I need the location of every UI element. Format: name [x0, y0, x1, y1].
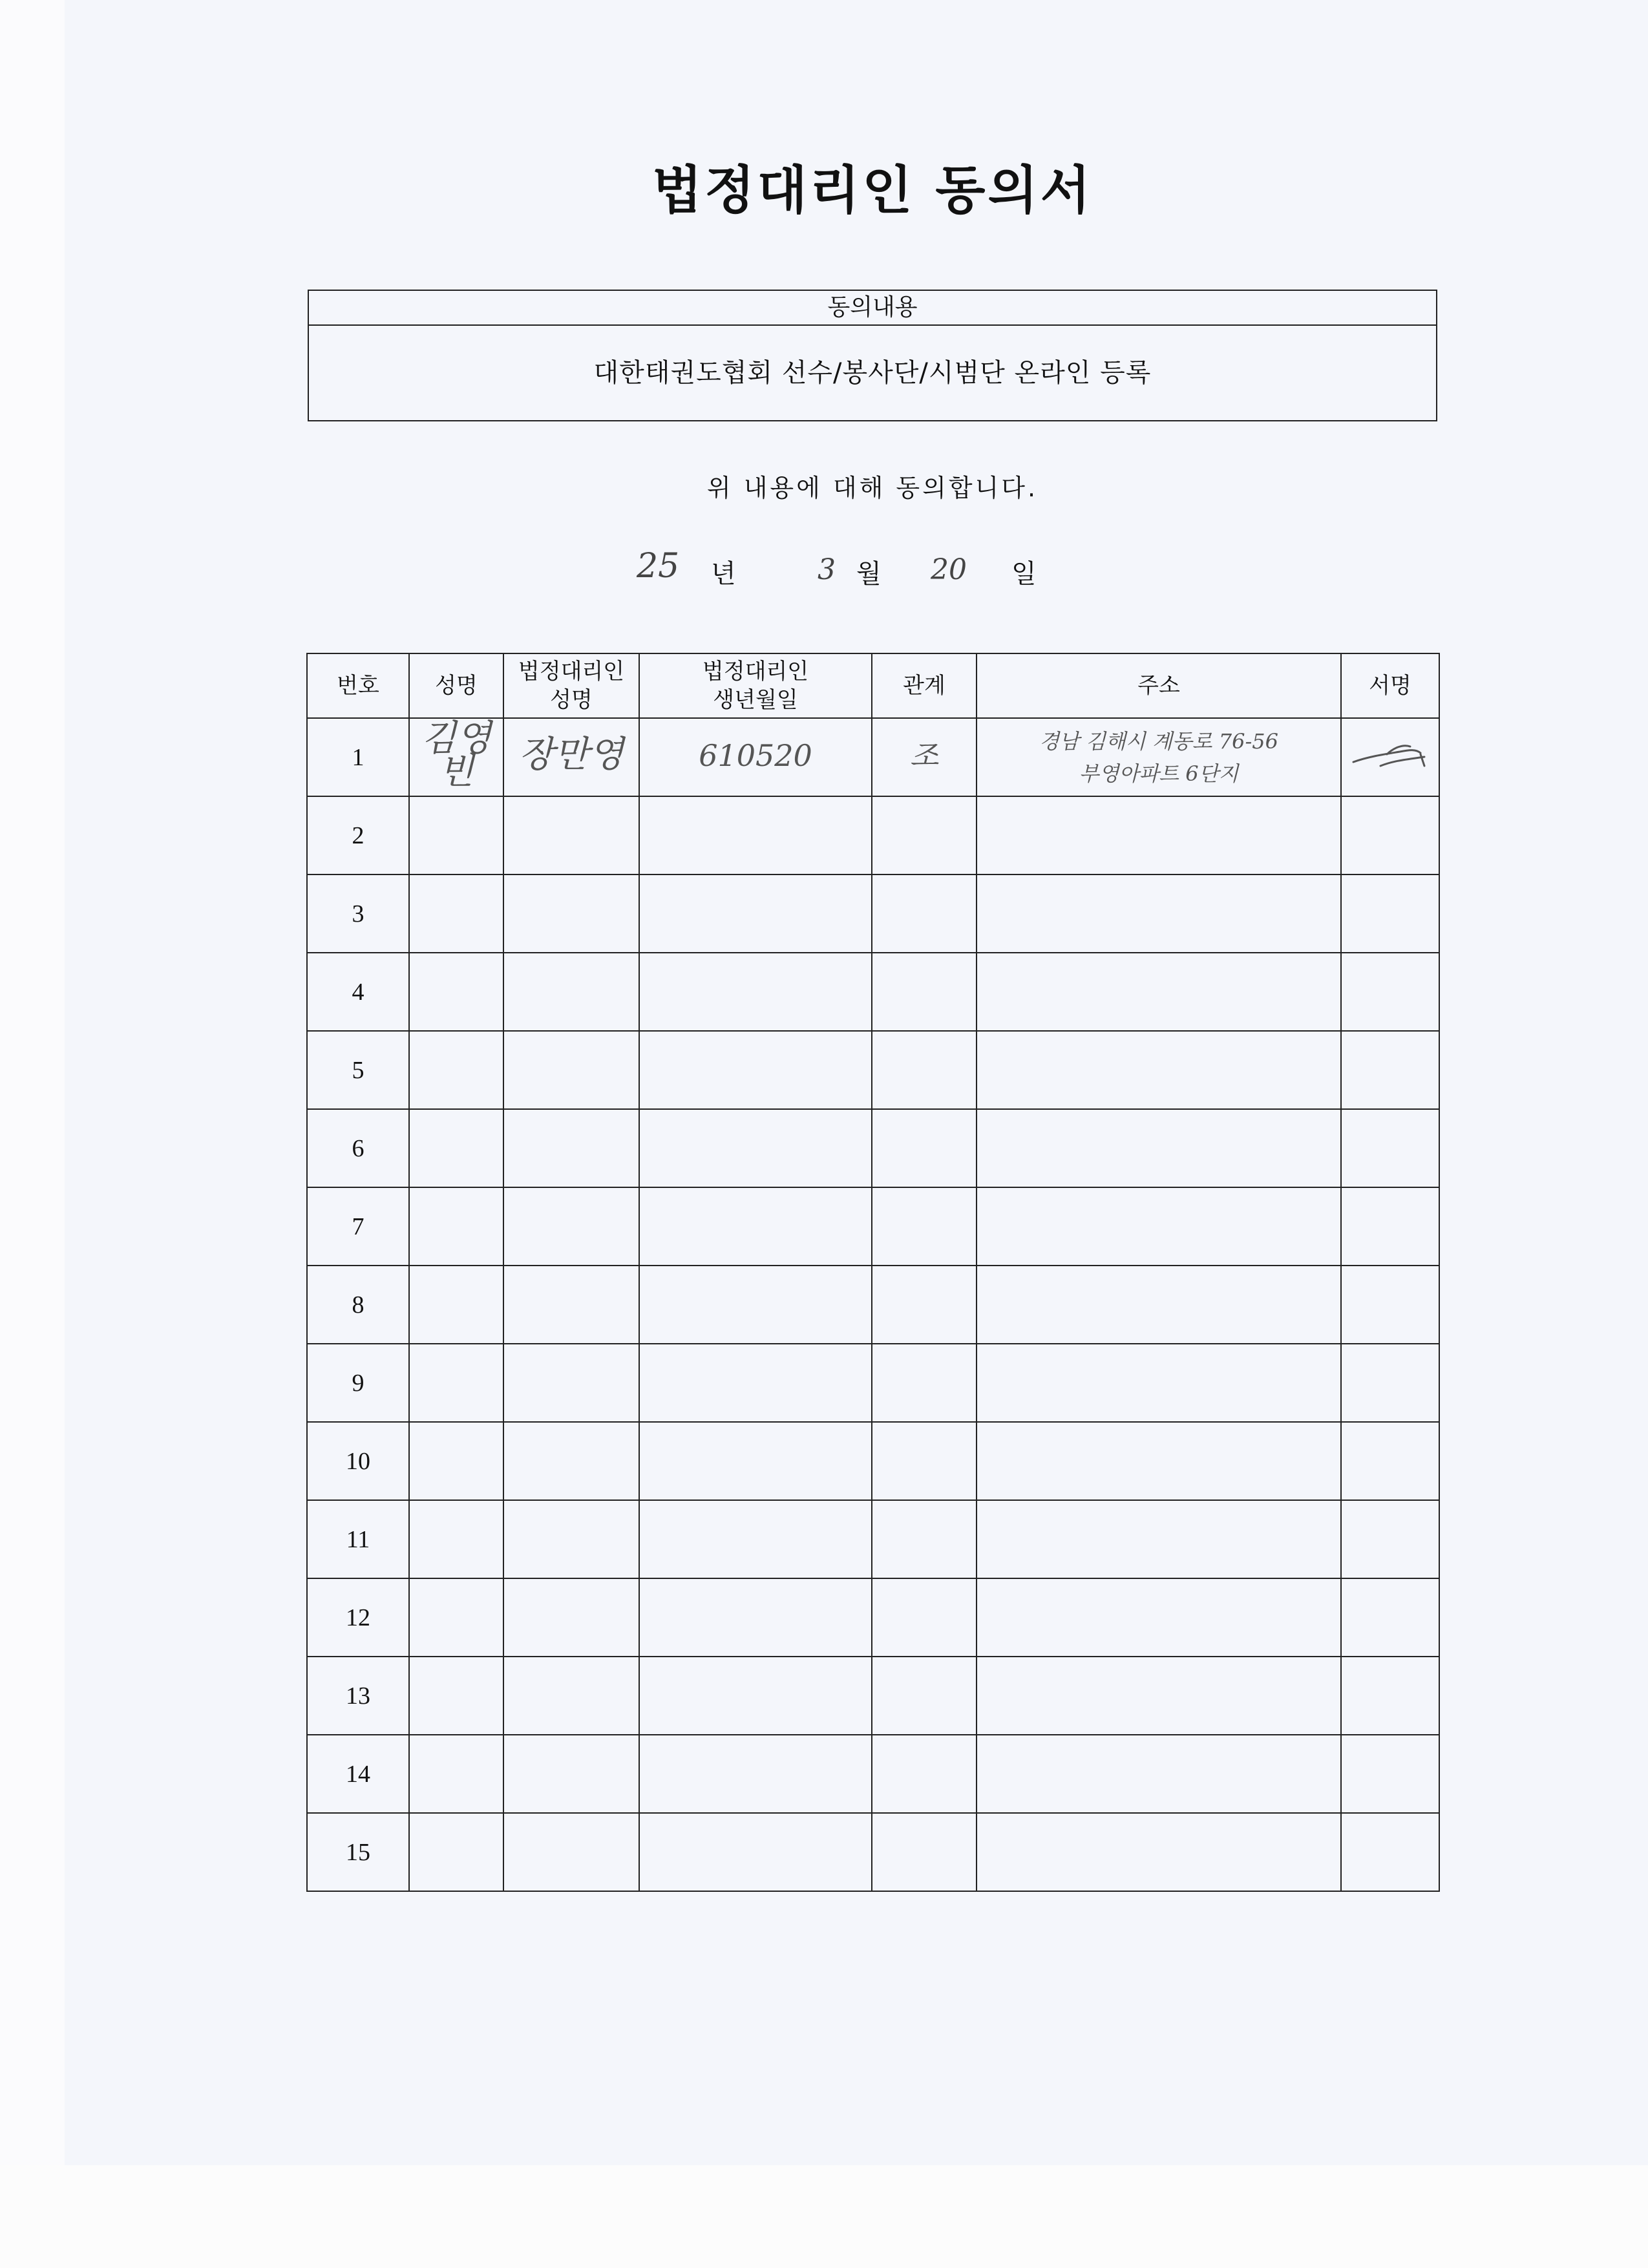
cell-signature [1341, 1109, 1439, 1187]
cell-address [977, 1422, 1341, 1500]
cell-guardian-birth [639, 796, 872, 874]
cell-guardian-name [503, 953, 639, 1031]
cell-guardian-name [503, 1813, 639, 1891]
table-row [307, 1109, 1439, 1187]
cell-guardian-name [503, 1266, 639, 1344]
cell-relation [872, 1109, 977, 1187]
cell-guardian-name [503, 1344, 639, 1422]
cell-relation [872, 1344, 977, 1422]
cell-guardian-birth [639, 718, 872, 796]
handwritten-guardian-name: 장만영 [518, 734, 624, 776]
cell-number: 3 [307, 874, 409, 953]
cell-relation [872, 718, 977, 796]
cell-relation [872, 1187, 977, 1266]
agree-statement: 위 내용에 대해 동의합니다. [706, 474, 1039, 502]
guardian-table [306, 653, 1440, 1892]
cell-name [409, 1344, 503, 1422]
cell-guardian-birth [639, 953, 872, 1031]
date-year: 25 [637, 547, 680, 586]
cell-number: 2 [307, 796, 409, 874]
cell-number: 5 [307, 1031, 409, 1109]
cell-address [977, 1500, 1341, 1578]
table-row [307, 1657, 1439, 1735]
cell-signature [1341, 1813, 1439, 1891]
table-row [307, 718, 1439, 796]
table-row [307, 1344, 1439, 1422]
cell-number: 6 [307, 1109, 409, 1187]
table-row [307, 1031, 1439, 1109]
cell-address [977, 1578, 1341, 1657]
cell-signature [1341, 1266, 1439, 1344]
cell-signature [1341, 1657, 1439, 1735]
consent-box [308, 290, 1437, 421]
date-year-label: 년 [711, 559, 736, 589]
cell-number: 12 [307, 1578, 409, 1657]
header-address: 주소 [977, 653, 1341, 718]
header-guardian-name [503, 653, 639, 718]
table-row [307, 1813, 1439, 1891]
handwritten-name: 김영빈 [421, 718, 492, 792]
table-row [307, 1187, 1439, 1266]
date-day: 20 [931, 553, 967, 586]
cell-guardian-name [503, 1422, 639, 1500]
cell-number: 15 [307, 1813, 409, 1891]
cell-address [977, 1187, 1341, 1266]
cell-signature [1341, 1500, 1439, 1578]
cell-address [977, 1657, 1341, 1735]
cell-number: 9 [307, 1344, 409, 1422]
cell-signature [1341, 1031, 1439, 1109]
cell-address [977, 1031, 1341, 1109]
handwritten-relation: 조 [909, 738, 939, 773]
cell-signature [1341, 874, 1439, 953]
date-line [0, 548, 1648, 593]
cell-guardian-name [503, 796, 639, 874]
cell-signature [1341, 1422, 1439, 1500]
cell-name [409, 1422, 503, 1500]
header-number: 번호 [307, 653, 409, 718]
table-row [307, 1422, 1439, 1500]
cell-name [409, 1657, 503, 1735]
cell-guardian-name [503, 1500, 639, 1578]
cell-signature [1341, 1187, 1439, 1266]
consent-header: 동의내용 [309, 291, 1436, 326]
date-day-label: 일 [1011, 559, 1037, 589]
cell-relation [872, 1500, 977, 1578]
cell-number: 4 [307, 953, 409, 1031]
cell-relation [872, 1813, 977, 1891]
cell-address [977, 1109, 1341, 1187]
cell-address [977, 1266, 1341, 1344]
cell-guardian-name [503, 1735, 639, 1813]
table-row [307, 1266, 1439, 1344]
cell-guardian-name [503, 1657, 639, 1735]
cell-signature [1341, 1344, 1439, 1422]
cell-relation [872, 874, 977, 953]
header-line: 법정대리인 [518, 659, 625, 684]
cell-guardian-birth [639, 1578, 872, 1657]
cell-address [977, 874, 1341, 953]
cell-signature [1341, 953, 1439, 1031]
handwritten-birthdate: 610520 [699, 738, 812, 773]
scan-bottom-margin [0, 2165, 1648, 2268]
cell-guardian-birth [639, 1031, 872, 1109]
cell-address [977, 1813, 1341, 1891]
cell-number: 13 [307, 1657, 409, 1735]
date-month-label: 월 [856, 559, 882, 589]
cell-number: 14 [307, 1735, 409, 1813]
cell-guardian-birth [639, 1813, 872, 1891]
table-row [307, 1500, 1439, 1578]
table-row [307, 1735, 1439, 1813]
cell-relation [872, 1031, 977, 1109]
cell-relation [872, 1422, 977, 1500]
cell-guardian-birth [639, 874, 872, 953]
header-signature: 서명 [1341, 653, 1439, 718]
header-name: 성명 [409, 653, 503, 718]
cell-name [409, 1031, 503, 1109]
cell-number: 8 [307, 1266, 409, 1344]
cell-guardian-birth [639, 1500, 872, 1578]
cell-number: 11 [307, 1500, 409, 1578]
signature-scribble [1348, 735, 1432, 780]
cell-name [409, 1187, 503, 1266]
cell-name [409, 874, 503, 953]
cell-guardian-name [503, 1578, 639, 1657]
cell-address [977, 718, 1341, 796]
cell-name [409, 1578, 503, 1657]
cell-name [409, 953, 503, 1031]
cell-guardian-birth [639, 1187, 872, 1266]
cell-relation [872, 796, 977, 874]
cell-relation [872, 1735, 977, 1813]
cell-signature [1341, 1735, 1439, 1813]
cell-guardian-birth [639, 1735, 872, 1813]
header-line: 성명 [550, 687, 593, 713]
header-line: 생년월일 [713, 687, 798, 713]
cell-name [409, 1813, 503, 1891]
cell-guardian-birth [639, 1266, 872, 1344]
table-row [307, 874, 1439, 953]
cell-guardian-birth [639, 1657, 872, 1735]
cell-name [409, 1109, 503, 1187]
document-title: 법정대리인 동의서 [651, 160, 1093, 220]
table-row [307, 796, 1439, 874]
cell-address [977, 1344, 1341, 1422]
cell-name [409, 796, 503, 874]
cell-address [977, 1735, 1341, 1813]
cell-signature [1341, 796, 1439, 874]
handwritten-address-line2: 부영아파트 6단지 [1079, 761, 1239, 786]
cell-name [409, 1266, 503, 1344]
cell-guardian-birth [639, 1109, 872, 1187]
header-relation: 관계 [872, 653, 977, 718]
cell-relation [872, 1578, 977, 1657]
cell-address [977, 953, 1341, 1031]
cell-guardian-name [503, 874, 639, 953]
cell-signature [1341, 718, 1439, 796]
cell-signature [1341, 1578, 1439, 1657]
table-header-row [307, 653, 1439, 718]
scan-margin [0, 0, 65, 2268]
cell-guardian-name [503, 1031, 639, 1109]
header-line: 법정대리인 [702, 659, 809, 684]
cell-relation [872, 953, 977, 1031]
cell-relation [872, 1657, 977, 1735]
handwritten-address-line1: 경남 김해시 계동로 76-56 [1039, 728, 1279, 754]
cell-number: 1 [307, 718, 409, 796]
cell-address [977, 796, 1341, 874]
cell-guardian-birth [639, 1344, 872, 1422]
header-guardian-birth [639, 653, 872, 718]
cell-guardian-name [503, 1187, 639, 1266]
table-row [307, 1578, 1439, 1657]
table-row [307, 953, 1439, 1031]
cell-relation [872, 1266, 977, 1344]
cell-guardian-name [503, 1109, 639, 1187]
cell-name [409, 1500, 503, 1578]
cell-guardian-birth [639, 1422, 872, 1500]
cell-number: 7 [307, 1187, 409, 1266]
consent-content: 대한태권도협회 선수/봉사단/시범단 온라인 등록 [593, 358, 1152, 388]
date-month: 3 [818, 553, 836, 586]
cell-name [409, 1735, 503, 1813]
cell-guardian-name [503, 718, 639, 796]
cell-number: 10 [307, 1422, 409, 1500]
cell-name [409, 718, 503, 796]
